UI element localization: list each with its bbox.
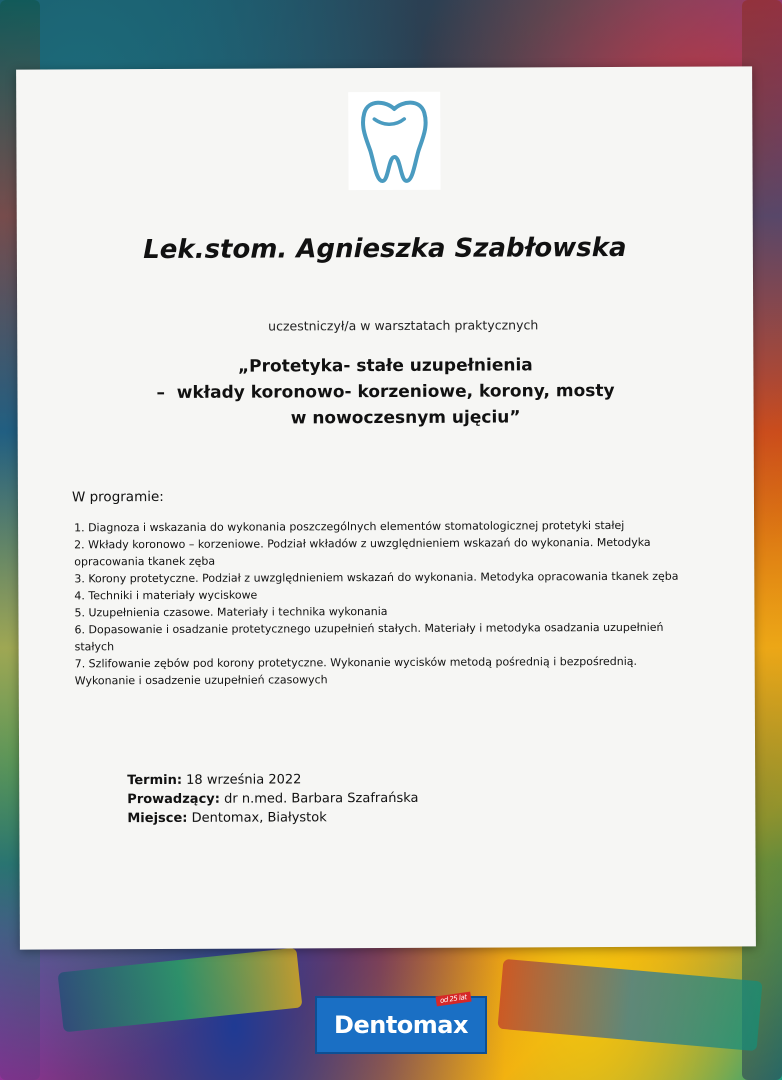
program-item: 4. Techniki i materiały wyciskowe: [74, 588, 258, 603]
program-item: 7. Szlifowanie zębów pod korony protetyczne. Wykonanie wycisków metodą pośrednią i bezpośrednią. Wykonanie i osadzenie uzupełnień czasowych: [74, 654, 638, 688]
program-item: 3. Korony protetyczne. Podział z uwzględnieniem wskazań do wykonania. Metodyka opracowania tkanek zęba: [74, 569, 679, 586]
participant-name: Lek.stom. Agnieszka Szabłowska: [143, 232, 627, 266]
certificate-paper: [16, 66, 756, 949]
program-item: 1. Diagnoza i wskazania do wykonania poszczególnych elementów stomatologicznej protetyki stałej: [74, 518, 625, 535]
program-item: 6. Dopasowanie i osadzanie protetycznego uzupełnień stałych. Materiały i metodyka osadzania uzupełnień stałych: [74, 620, 664, 654]
date-value: 18 września 2022: [181, 772, 302, 788]
workshop-title-line: „Protetyka- stałe uzupełnienia: [237, 355, 533, 377]
workshop-title: [17, 351, 753, 432]
instructor-label: Prowadzący:: [127, 791, 220, 808]
instructor-value: dr n.med. Barbara Szafrańska: [219, 790, 419, 807]
event-details: [127, 770, 418, 828]
place-row: [127, 808, 418, 828]
date-row: [127, 770, 418, 790]
tooth-logo: [348, 92, 440, 190]
dentomax-logo: [315, 993, 487, 1054]
paint-streak: [58, 948, 303, 1033]
workshop-title-line: w nowoczesnym ujęciu”: [290, 407, 521, 429]
paint-streak: [497, 959, 762, 1051]
workshop-title-line: – wkłady koronowo- korzeniowe, korony, mosty: [156, 381, 615, 404]
date-label: Termin:: [127, 772, 183, 789]
program-item: 5. Uzupełnienia czasowe. Materiały i technika wykonania: [74, 604, 388, 620]
tooth-icon: [358, 95, 430, 187]
logo-badge: od 25 lat: [436, 992, 472, 1007]
program-item: 2. Wkłady koronowo – korzeniowe. Podział wkładów z uwzględnieniem wskazań do wykonania. Metodyka opracowania tkanek zęba: [74, 535, 651, 569]
program-list: [74, 517, 695, 690]
program-heading: W programie:: [71, 488, 164, 506]
instructor-row: [127, 789, 418, 809]
place-value: Dentomax, Białystok: [187, 810, 327, 826]
logo-text: Dentomax: [334, 1011, 468, 1039]
intro-text: uczestniczył/a w warsztatach praktycznych: [268, 317, 539, 334]
place-label: Miejsce:: [127, 810, 188, 827]
